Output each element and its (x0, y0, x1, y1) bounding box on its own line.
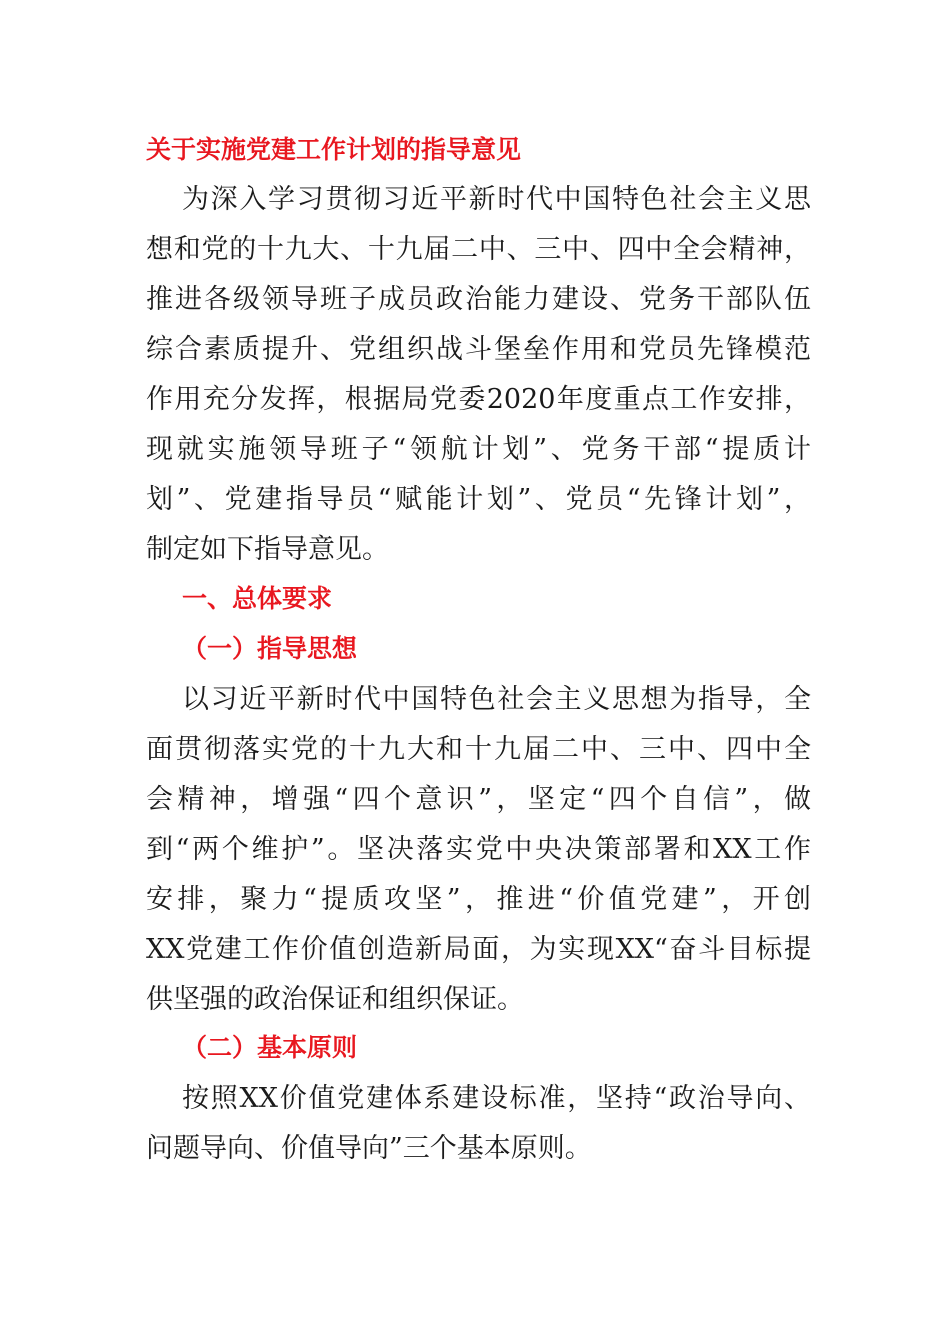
intro-line: 推进各级领导班子成员政治能力建设、党务干部队伍 (146, 284, 811, 315)
intro-line: 综合素质提升、党组织战斗堡垒作用和党员先锋模范 (146, 334, 811, 365)
paragraph-line: 供坚强的政治保证和组织保证。 (146, 984, 524, 1015)
paragraph-line: 安排，聚力“提质攻坚”，推进“价值党建”，开创 (146, 884, 811, 915)
subsection-heading: （一）指导思想 (182, 634, 358, 663)
paragraph-line: 到“两个维护”。坚决落实党中央决策部署和XX工作 (146, 834, 811, 865)
intro-line: 为深入学习贯彻习近平新时代中国特色社会主义思 (182, 184, 811, 215)
paragraph-line: 按照XX价值党建体系建设标准，坚持“政治导向、 (182, 1083, 811, 1114)
intro-line: 现就实施领导班子“领航计划”、党务干部“提质计 (146, 434, 811, 465)
intro-line: 作用充分发挥，根据局党委2020年度重点工作安排， (146, 384, 811, 415)
paragraph-line: 面贯彻落实党的十九大和十九届二中、三中、四中全 (146, 734, 811, 765)
document-title: 关于实施党建工作计划的指导意见 (146, 135, 522, 164)
paragraph-line: 会精神，增强“四个意识”，坚定“四个自信”，做 (146, 784, 811, 815)
paragraph-line: 问题导向、价值导向”三个基本原则。 (146, 1133, 592, 1164)
subsection-heading: （二）基本原则 (182, 1033, 358, 1062)
section-heading: 一、总体要求 (182, 584, 333, 613)
paragraph-line: 以习近平新时代中国特色社会主义思想为指导，全 (182, 684, 811, 715)
intro-line: 划”、党建指导员“赋能计划”、党员“先锋计划”， (146, 484, 811, 515)
intro-line: 制定如下指导意见。 (146, 534, 389, 565)
paragraph-line: XX党建工作价值创造新局面，为实现XX“奋斗目标提 (146, 934, 811, 965)
intro-line: 想和党的十九大、十九届二中、三中、四中全会精神， (146, 234, 811, 265)
